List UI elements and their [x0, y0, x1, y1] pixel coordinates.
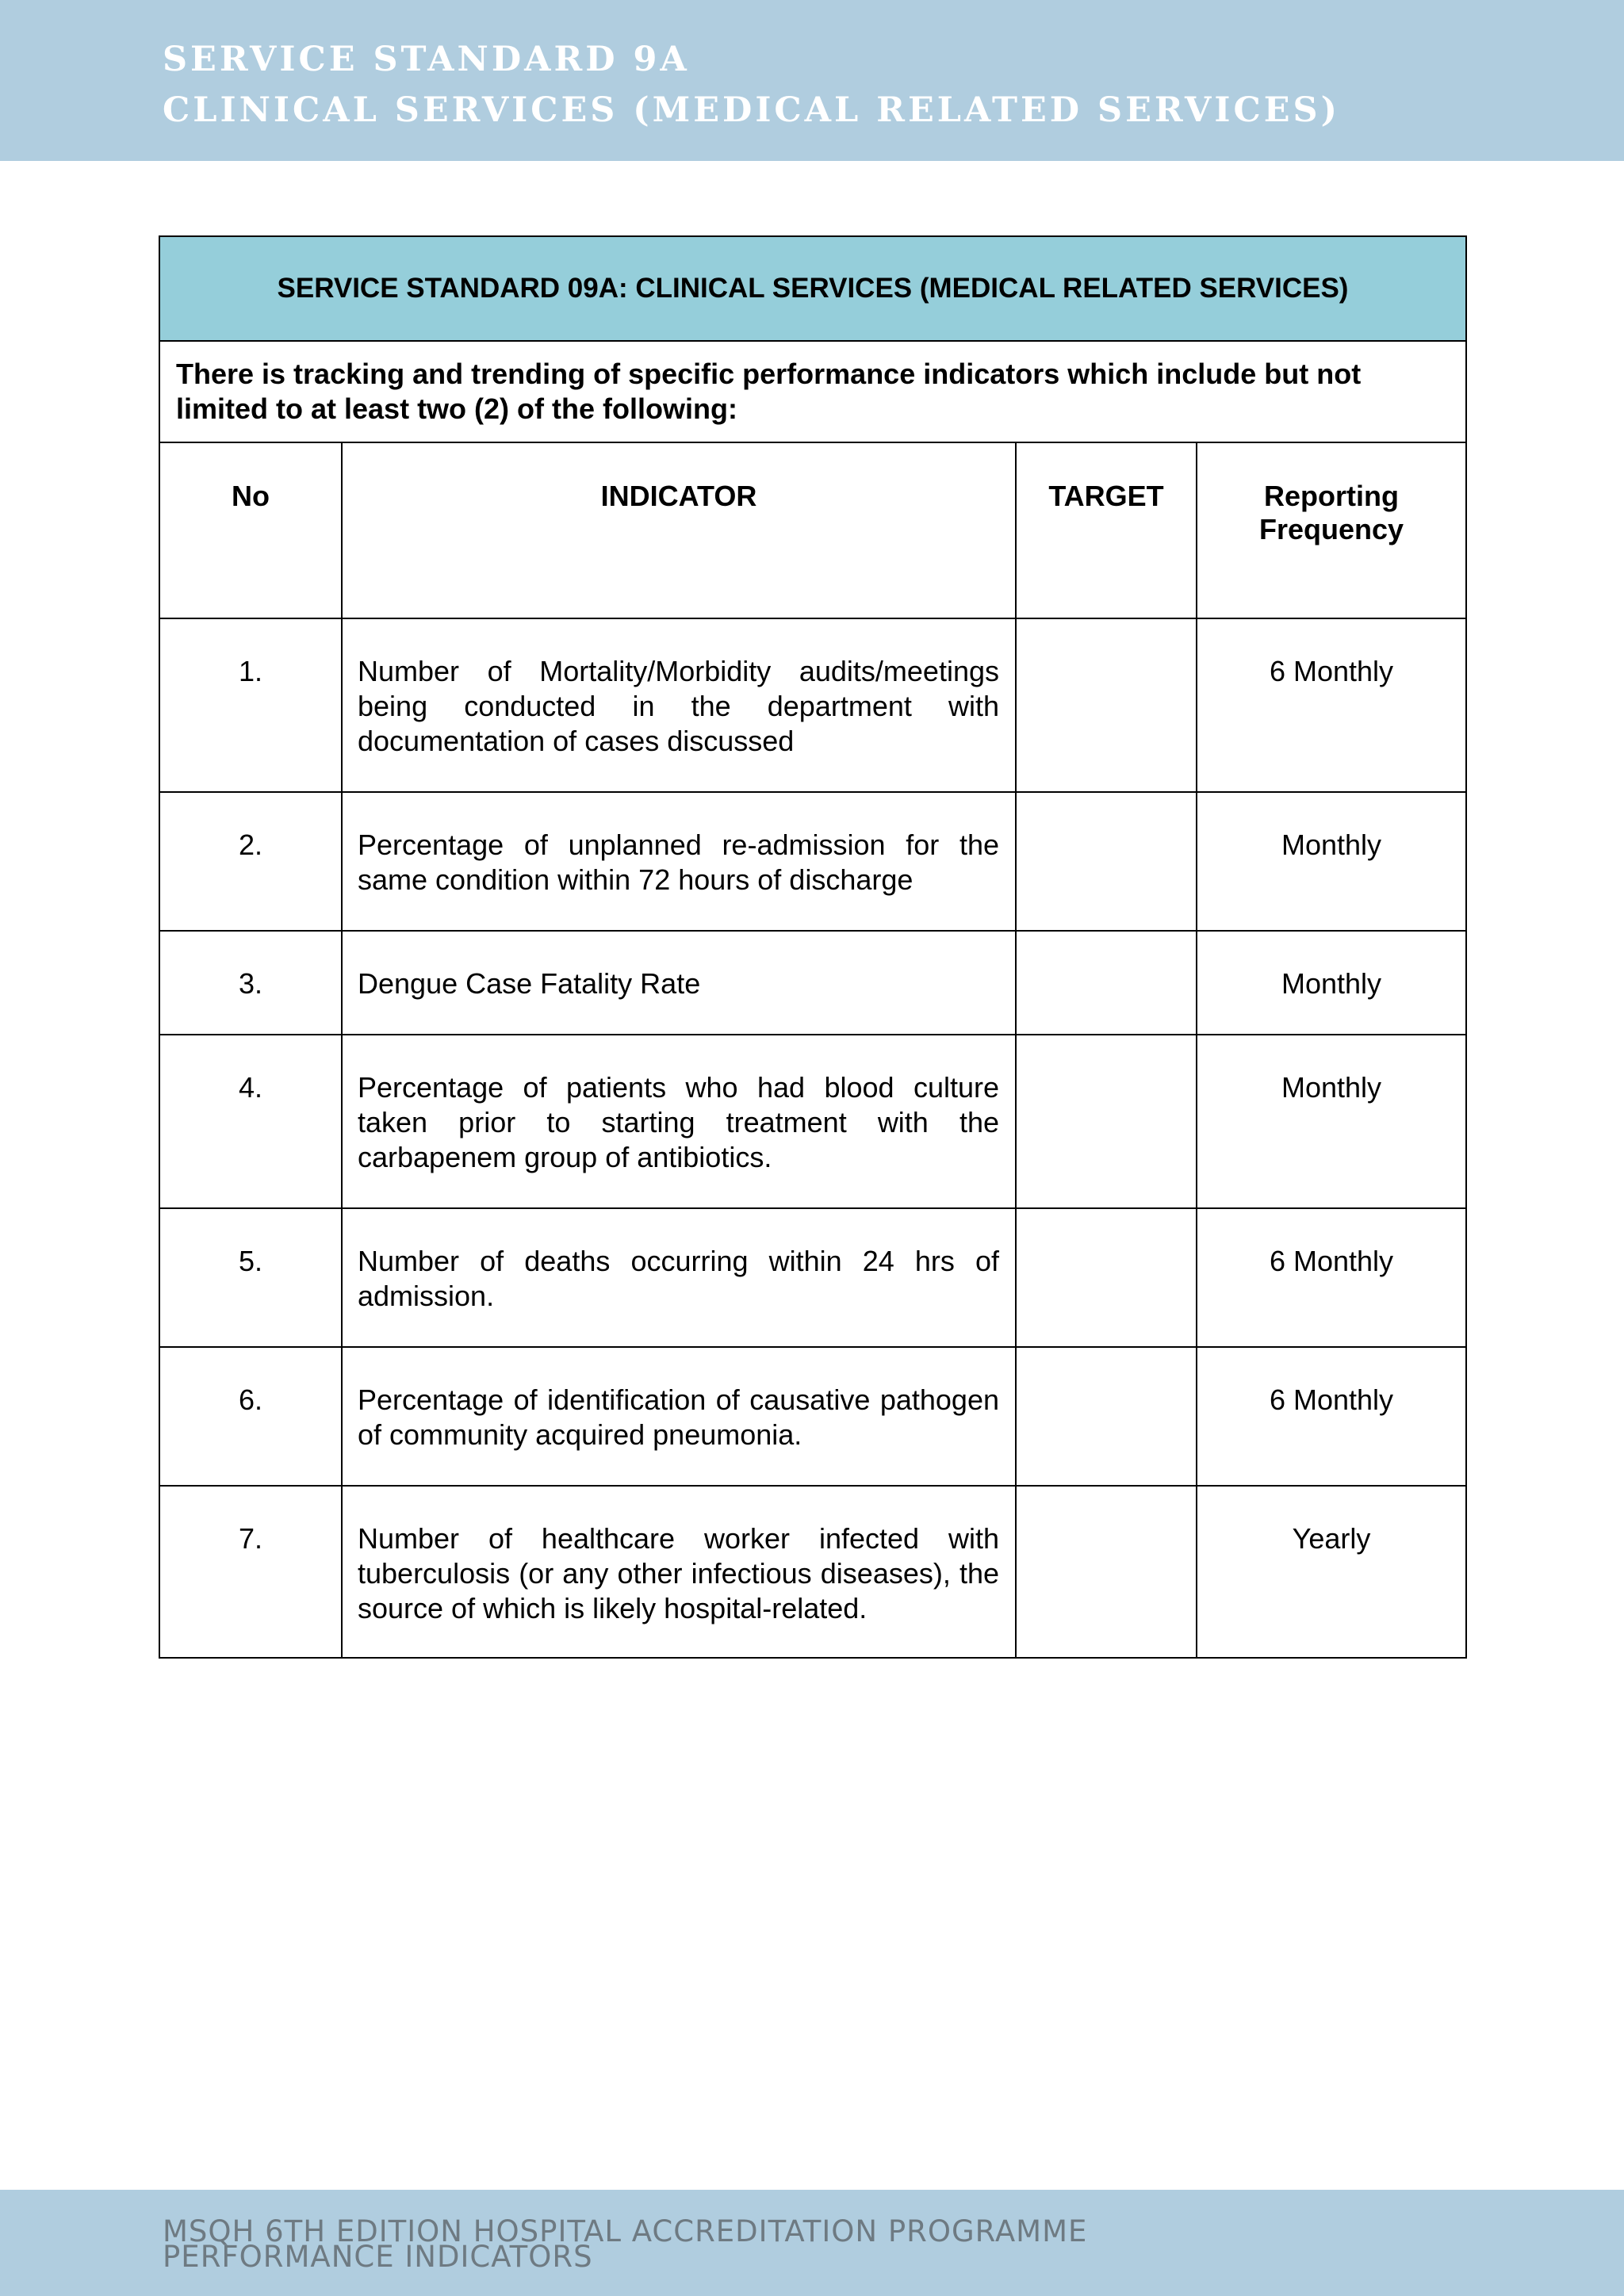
row-indicator: Number of healthcare worker infected with tuberculosis (or any other infectious diseases), the source of which is likely hospital-related. — [342, 1486, 1016, 1658]
table-row — [159, 1486, 1466, 1658]
row-target — [1016, 1035, 1197, 1208]
row-frequency: 6 Monthly — [1197, 1208, 1466, 1347]
row-frequency: Monthly — [1197, 1035, 1466, 1208]
table-title: SERVICE STANDARD 09A: CLINICAL SERVICES (MEDICAL RELATED SERVICES) — [159, 236, 1466, 341]
row-number: 5. — [159, 1208, 342, 1347]
table-row — [159, 1035, 1466, 1208]
row-indicator: Number of deaths occurring within 24 hrs of admission. — [342, 1208, 1016, 1347]
row-indicator: Percentage of identification of causative pathogen of community acquired pneumonia. — [342, 1347, 1016, 1486]
table-row — [159, 792, 1466, 931]
row-frequency: Monthly — [1197, 931, 1466, 1035]
row-indicator: Dengue Case Fatality Rate — [342, 931, 1016, 1035]
row-target — [1016, 792, 1197, 931]
table-row — [159, 1347, 1466, 1486]
row-frequency: Yearly — [1197, 1486, 1466, 1658]
footer-line1: MSQH 6TH EDITION HOSPITAL ACCREDITATION PROGRAMME — [163, 2214, 1088, 2248]
column-header-indicator: INDICATOR — [342, 442, 1016, 618]
table-row — [159, 931, 1466, 1035]
row-target — [1016, 1208, 1197, 1347]
row-frequency: Monthly — [1197, 792, 1466, 931]
row-target — [1016, 931, 1197, 1035]
row-number: 4. — [159, 1035, 342, 1208]
row-frequency: 6 Monthly — [1197, 618, 1466, 792]
header-title-line1: SERVICE STANDARD 9A — [163, 40, 690, 79]
row-number: 7. — [159, 1486, 342, 1658]
column-header-target: TARGET — [1016, 442, 1197, 618]
column-header-no: No — [159, 442, 342, 618]
row-indicator: Number of Mortality/Morbidity audits/meetings being conducted in the department with documentation of cases discussed — [342, 618, 1016, 792]
header-band — [0, 0, 1624, 161]
row-indicator: Percentage of unplanned re-admission for the same condition within 72 hours of discharge — [342, 792, 1016, 931]
row-target — [1016, 1347, 1197, 1486]
table-row — [159, 618, 1466, 792]
row-indicator: Percentage of patients who had blood culture taken prior to starting treatment with the carbapenem group of antibiotics. — [342, 1035, 1016, 1208]
row-target — [1016, 1486, 1197, 1658]
footer-line2: PERFORMANCE INDICATORS — [163, 2240, 593, 2274]
table-row — [159, 1208, 1466, 1347]
row-number: 2. — [159, 792, 342, 931]
indicator-table — [159, 235, 1467, 1659]
footer-band — [0, 2190, 1624, 2296]
row-frequency: 6 Monthly — [1197, 1347, 1466, 1486]
header-title-line2: CLINICAL SERVICES (MEDICAL RELATED SERVICES) — [163, 90, 1340, 130]
row-target — [1016, 618, 1197, 792]
row-number: 3. — [159, 931, 342, 1035]
row-number: 1. — [159, 618, 342, 792]
row-number: 6. — [159, 1347, 342, 1486]
table-intro: There is tracking and trending of specific performance indicators which include but not limited to at least two (2) of the following: — [159, 341, 1466, 442]
table-header-row — [159, 442, 1466, 618]
column-header-reporting-frequency: Reporting Frequency — [1197, 442, 1466, 618]
